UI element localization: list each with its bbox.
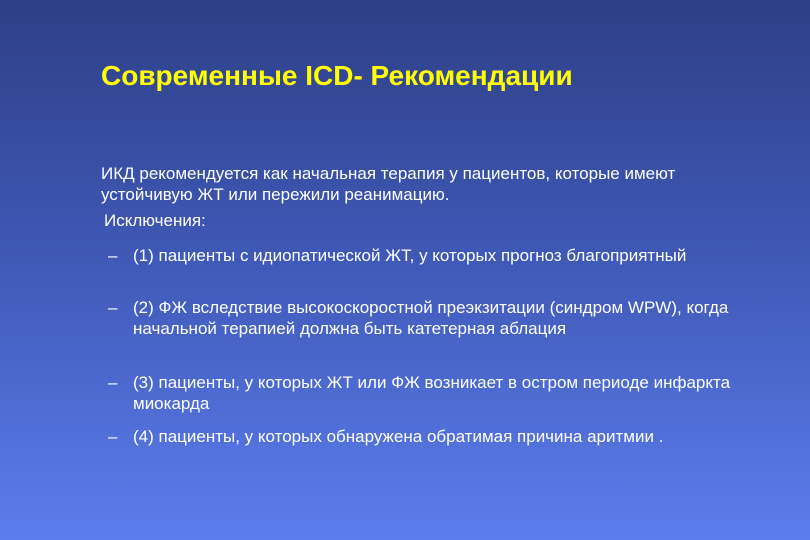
bullet-dash: – <box>108 246 118 265</box>
list-item-text: (3) пациенты, у которых ЖТ или ФЖ возникает в остром периоде инфаркта миокарда <box>133 373 731 413</box>
list-item-text: (1) пациенты с идиопатической ЖТ, у которых прогноз благоприятный <box>133 246 687 265</box>
list-item-text: (4) пациенты, у которых обнаружена обратимая причина аритмии . <box>133 427 664 446</box>
slide-title: Современные ICD- Рекомендации <box>101 60 573 91</box>
intro-paragraph: ИКД рекомендуется как начальная терапия у пациентов, которые имеют устойчивую ЖТ или пережили реанимацию. <box>101 164 676 204</box>
exceptions-label: Исключения: <box>104 211 206 230</box>
bullet-dash: – <box>108 298 118 317</box>
bullet-dash: – <box>108 427 118 446</box>
list-item-text: (2) ФЖ вследствие высокоскоростной преэкзитации (синдром WPW), когда начальной терапией должна быть катетерная аблация <box>133 298 729 338</box>
bullet-dash: – <box>108 373 118 392</box>
